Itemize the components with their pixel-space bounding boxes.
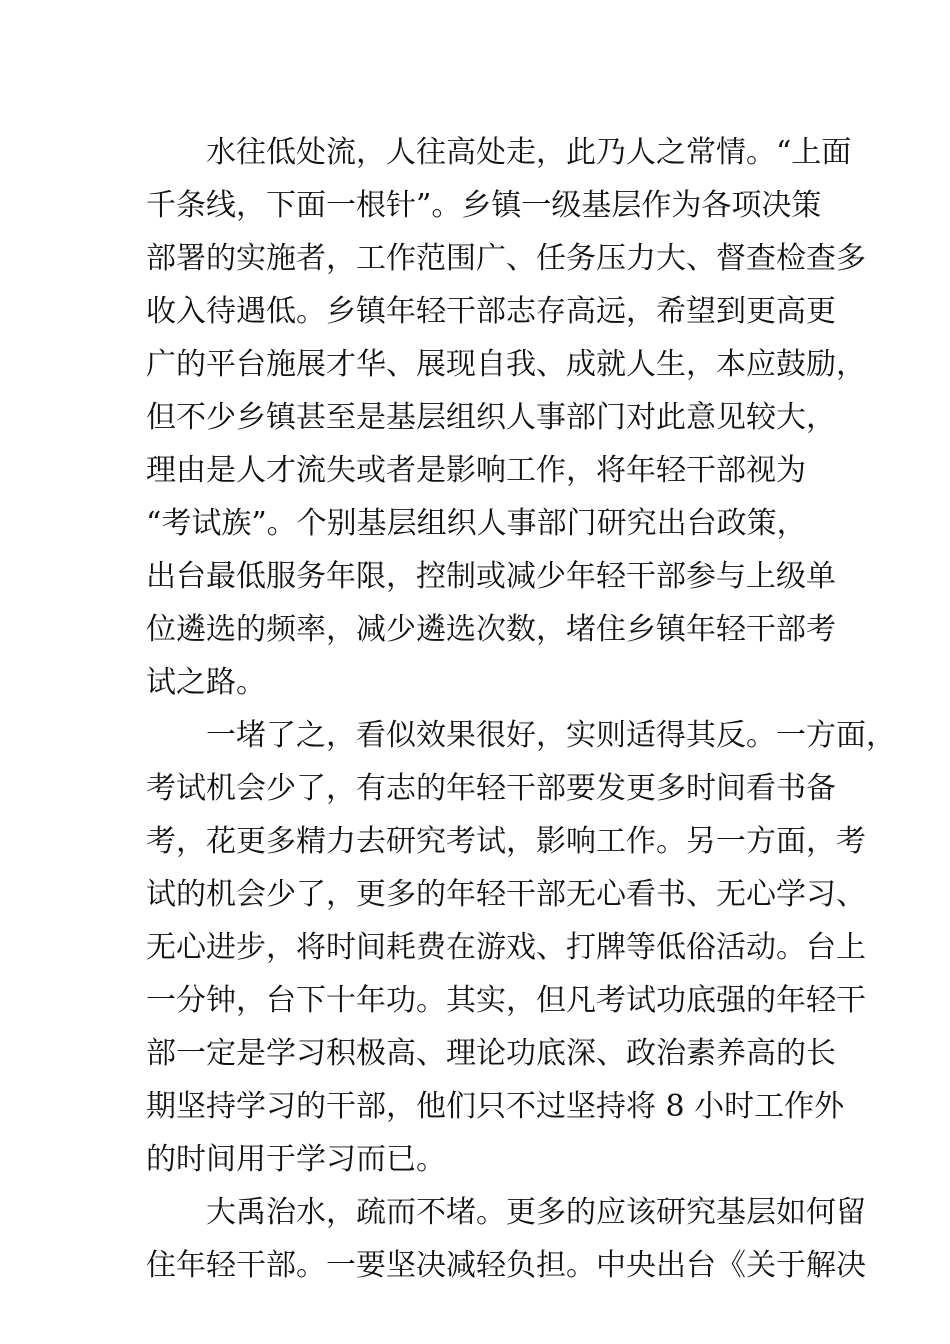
paragraph-2-line: 考，花更多精力去研究考试，影响工作。另一方面，考 (146, 824, 866, 859)
paragraph-2-line: 考试机会少了，有志的年轻干部要发更多时间看书备 (146, 771, 836, 806)
paragraph-1 (146, 126, 866, 709)
document-body (146, 126, 896, 1292)
paragraph-2-line: 一分钟，台下十年功。其实，但凡考试功底强的年轻干 (146, 983, 866, 1018)
paragraph-2-line: 一堵了之，看似效果很好，实则适得其反。一方面， (206, 718, 896, 753)
paragraph-1-line: 部署的实施者，工作范围广、任务压力大、督查检查多 (146, 241, 866, 276)
paragraph-2-line: 部一定是学习积极高、理论功底深、政治素养高的长 (146, 1036, 836, 1071)
paragraph-1-line: 位遴选的频率，减少遴选次数，堵住乡镇年轻干部考 (146, 612, 836, 647)
paragraph-1-line: 千条线，下面一根针”。乡镇一级基层作为各项决策 (146, 188, 822, 223)
paragraph-2-line: 试的机会少了，更多的年轻干部无心看书、无心学习、 (146, 877, 866, 912)
paragraph-1-line: 但不少乡镇甚至是基层组织人事部门对此意见较大， (146, 400, 836, 435)
paragraph-2 (146, 709, 896, 1186)
paragraph-1-line: 收入待遇低。乡镇年轻干部志存高远，希望到更高更 (146, 294, 836, 329)
paragraph-1-line: 水往低处流，人往高处走，此乃人之常情。“上面 (206, 135, 852, 170)
paragraph-3-line: 大禹治水，疏而不堵。更多的应该研究基层如何留 (206, 1195, 866, 1230)
paragraph-2-line: 期坚持学习的干部，他们只不过坚持将 8 小时工作外 (146, 1089, 845, 1124)
paragraph-1-line: 广的平台施展才华、展现自我、成就人生，本应鼓励， (146, 347, 866, 382)
paragraph-3-line: 住年轻干部。一要坚决减轻负担。中央出台《关于解决 (146, 1248, 866, 1283)
paragraph-3 (146, 1186, 866, 1292)
paragraph-1-line: “考试族”。个别基层组织人事部门研究出台政策， (146, 506, 807, 541)
paragraph-1-line: 理由是人才流失或者是影响工作，将年轻干部视为 (146, 453, 806, 488)
paragraph-1-line: 出台最低服务年限，控制或减少年轻干部参与上级单 (146, 559, 836, 594)
paragraph-1-line: 试之路。 (146, 665, 266, 700)
paragraph-2-line: 无心进步，将时间耗费在游戏、打牌等低俗活动。台上 (146, 930, 866, 965)
paragraph-2-line: 的时间用于学习而已。 (146, 1142, 446, 1177)
